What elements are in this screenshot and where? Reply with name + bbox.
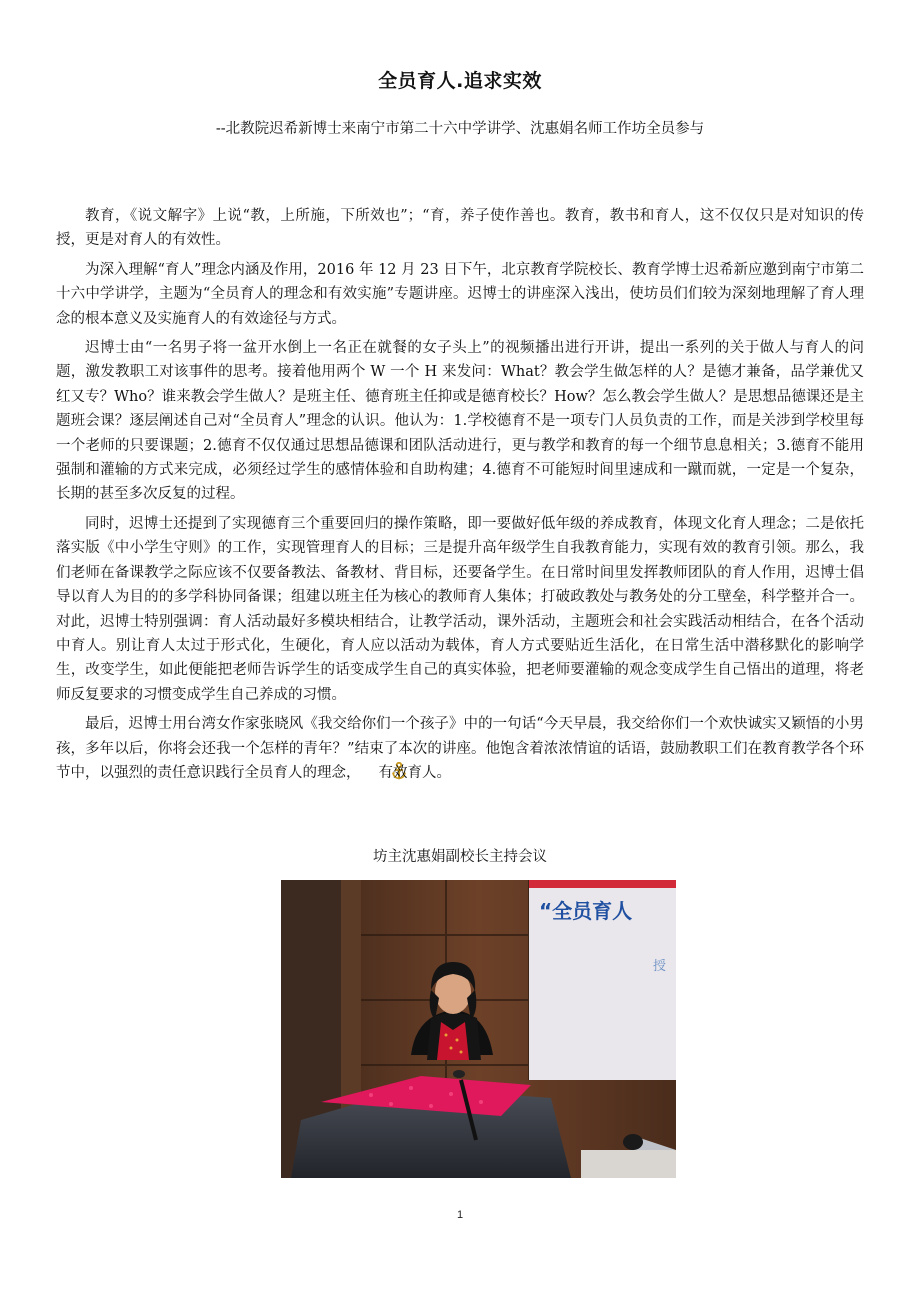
page-subtitle: --北教院迟希新博士来南宁市第二十六中学讲学、沈惠娟名师工作坊全员参与 bbox=[215, 121, 705, 137]
slide-subtext: 授 bbox=[653, 959, 667, 974]
paragraph-1: 教育，《说文解字》上说“教，上所施，下所效也”；“育，养子使作善也。教育，教书和育人，这不仅仅只是对知识的传授，更是对育人的有效性。 bbox=[56, 208, 864, 249]
paragraph-5-text: 最后，迟博士用台湾女作家张晓风《我交给你们一个孩子》中的一句话“今天早晨，我交给你们一个欢快诚实又颖悟的小男孩，多年以后，你将会还我一个怎样的青年？”结束了本次的讲座。他饱含着浓浓情谊的话语，鼓励教职工们在教育教学各个环节中，以强烈的责任意识践行全员育人的理念， bbox=[56, 716, 864, 781]
page-title: 全员育人.追求实效 bbox=[378, 70, 542, 92]
paragraph-2: 为深入理解“育人”理念内涵及作用，2016 年 12 月 23 日下午，北京教育学院校长、教育学博士迟希新应邀到南宁市第二十六中学讲学，主题为“全员育人的理念和有效实施”专题讲座。迟博士的讲座深入浅出，使坊员们们较为深刻地理解了育人理念的根本意义及实施育人的有效途径与方式。 bbox=[56, 261, 864, 327]
paragraph-4: 同时，迟博士还提到了实现德育三个重要回归的操作策略，即一要做好低年级的养成教育，体现文化育人理念；二是依托落实版《中小学生守则》的工作，实现管理育人的目标；三是提升高年级学生自我教育能力，实现有效的教育引领。那么，我们老师在备课教学之际应该不仅要备教法、备教材、背目标，还要备学生。在日常时间里发挥教师团队的育人作用，迟博士倡导以育人为目的的多学科协同备课；组建以班主任为核心的教师育人集体；打破政教处与教务处的分工壁垒，科学整并合一。对此，迟博士特别强调：育人活动最好多模块相结合，让教学活动，课外活动，主题班会和社会实践活动相结合，在各个活动中育人。别让育人太过于形式化，生硬化，育人应以活动为载体，育人方式要贴近生活化，在日常生活中潜移默化的影响学生，改变学生，如此便能把老师告诉学生的话变成学生自己的真实体验，把老师要灌输的观念变成学生自己悟出的道理，将老师反复要求的习惯变成学生自己养成的习惯。 bbox=[56, 515, 864, 703]
slide-title-text: “全员育人 bbox=[539, 899, 633, 923]
meeting-photo bbox=[281, 880, 676, 1178]
paragraph-3: 迟博士由“一名男子将一盆开水倒上一名正在就餐的女子头上”的视频播出进行开讲，提出一系列的关于做人与育人的问题，激发教职工对该事件的思考。接着他用两个 W 一个 H 来发问：What？教会学生做怎样的人？是德才兼备，品学兼优又红又专？Who？谁来教会学生做人？是班主任、德育班主任抑或是德育校长？How？怎么教会学生做人？是思想品德课还是主题班会课？逐层阐述自己对“全员育人”理念的认识。他认为：1.学校德育不是一项专门人员负责的工作，而是关涉到学校里每一个老师的只要课题；2.德育不仅仅通过思想品德课和团队活动进行，更与教学和教育的每一个细节息息相关；3.德育不能用强制和灌输的方式来完成，必须经过学生的感情体验和自助构建；4.德育不可能短时间里速成和一蹴而就，一定是一个复杂，长期的甚至多次反复的过程。 bbox=[56, 340, 864, 503]
page-number: 1 bbox=[456, 1209, 464, 1221]
paragraph-5-tail: 有效育人。 bbox=[378, 764, 451, 781]
article-body bbox=[56, 204, 864, 790]
paragraph-5 bbox=[56, 712, 864, 785]
anchor-icon bbox=[362, 762, 378, 780]
photo-caption: 坊主沈惠娟副校长主持会议 bbox=[373, 849, 547, 865]
